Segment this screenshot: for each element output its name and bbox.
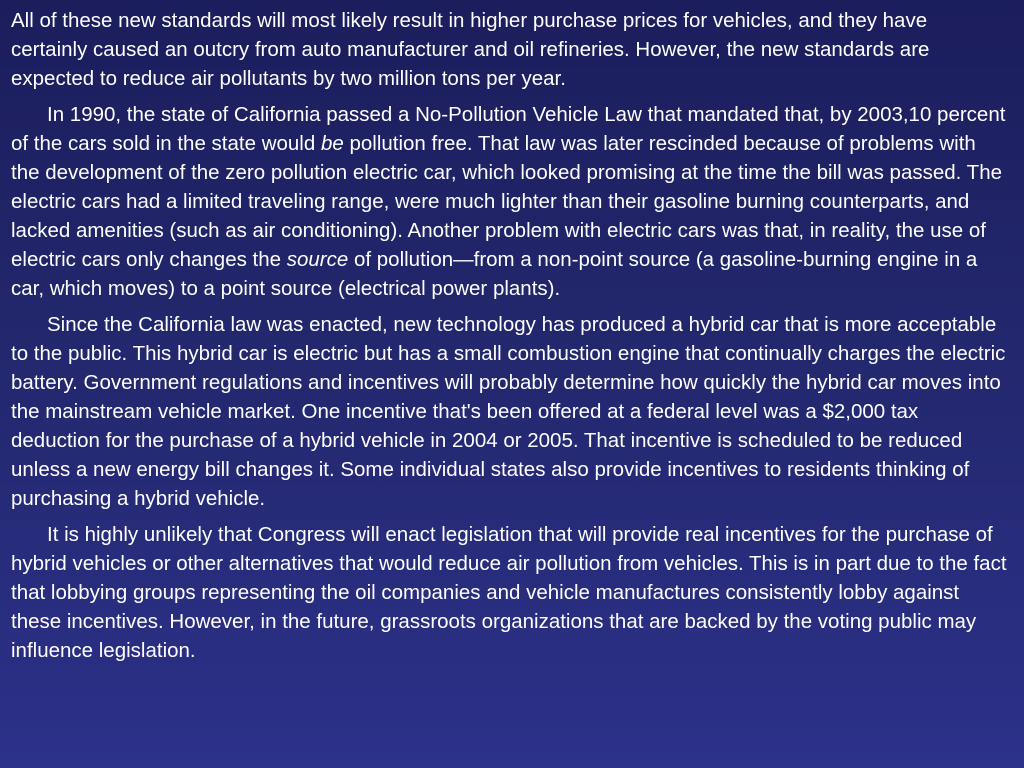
emphasis-text: be — [320, 132, 344, 155]
paragraph-text: Since the California law was enacted, new technology has produced a hybrid car that is more acceptable to the public. This hybrid car is electric but has a small combustion engine that continually charges the electric battery. Government regulations and incentives will probably determine how quickly the hybrid car moves into the mainstream vehicle market. One incentive that's been offered at a federal level was a $2,000 tax deduction for the purchase of a hybrid vehicle in 2004 or 2005. That incentive is scheduled to be reduced unless a new energy bill changes it. Some individual states also provide incentives to residents thinking of purchasing a hybrid vehicle. — [11, 313, 1006, 510]
paragraph-text: It is highly unlikely that Congress will enact legislation that will provide real incentives for the purchase of hybrid vehicles or other alternatives that would reduce air pollution from vehicles. This is in part due to the fact that lobbying groups representing the oil companies and vehicle manufactures consistently lobby against these incentives. However, in the future, grassroots organizations that are backed by the voting public may influence legislation. — [11, 523, 1007, 662]
paragraph-text: In 1990, the state of California passed a No-Pollution Vehicle Law that mandated that, by 2003,10 percent of the cars sold in the state would — [11, 103, 1006, 155]
paragraph-hybrid-car — [11, 310, 1008, 513]
paragraph-text: All of these new standards will most likely result in higher purchase prices for vehicles, and they have certainly caused an outcry from auto manufacturer and oil refineries. However, the new standards are expected to reduce air pollutants by two million tons per year. — [11, 9, 930, 90]
paragraph-text: of pollution—from a non-point source (a gasoline-burning engine in a car, which moves) to a point source (electrical power plants). — [11, 248, 978, 300]
paragraph-standards — [11, 6, 1008, 93]
emphasis-text: source — [286, 248, 349, 271]
paragraph-congress — [11, 520, 1008, 665]
paragraph-text: pollution free. That law was later rescinded because of problems with the development of the zero pollution electric car, which looked promising at the time the bill was passed. The electric cars had a limited traveling range, were much lighter than their gasoline burning counterparts, and lacked amenities (such as air conditioning). Another problem with electric cars was that, in reality, the use of electric cars only changes the — [11, 132, 1002, 271]
paragraph-california-law — [11, 100, 1008, 303]
